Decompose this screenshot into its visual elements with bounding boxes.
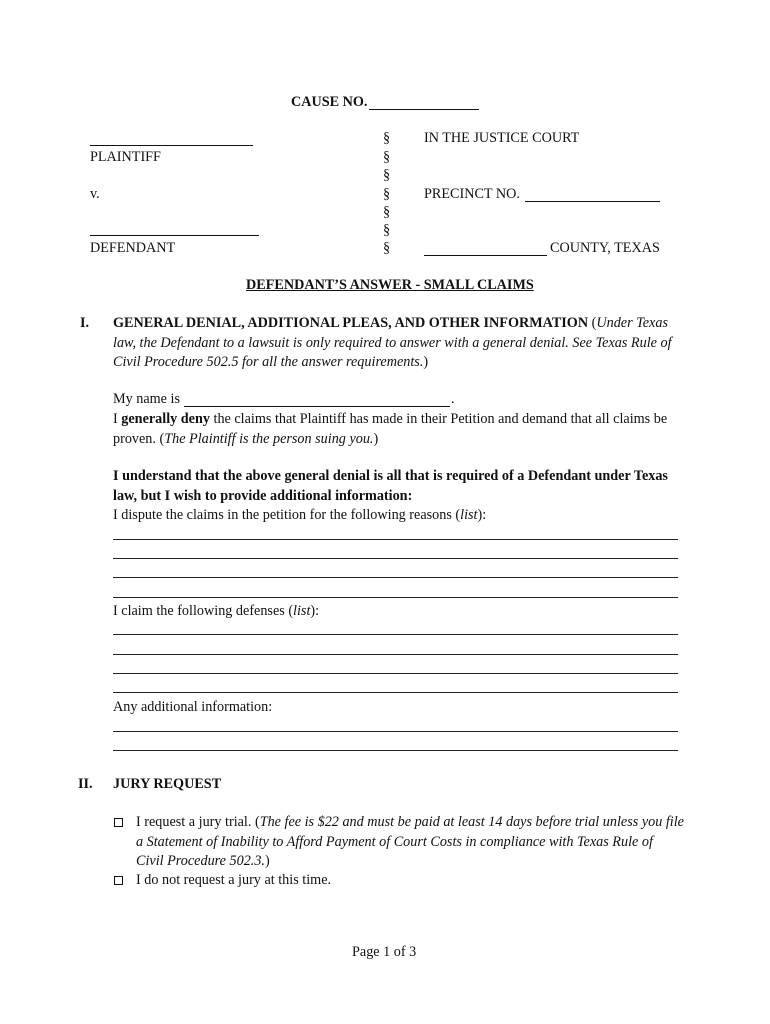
defense-line-1[interactable] [113, 634, 678, 635]
name-period: . [451, 391, 455, 407]
dispute-label [113, 506, 486, 526]
section-symbol: § [383, 130, 391, 146]
county-label: COUNTY, TEXAS [550, 240, 660, 256]
section-symbol: § [383, 186, 391, 202]
section-symbol: § [383, 222, 391, 238]
deny-prefix: I [113, 411, 122, 427]
additional-info-line-2[interactable] [113, 750, 678, 751]
precinct-label: PRECINCT NO. [424, 186, 520, 202]
jury-request-text: I request a jury trial. ( [136, 814, 260, 830]
versus-label: v. [90, 186, 100, 202]
section-symbol: § [383, 204, 391, 220]
defenses-prefix: I claim the following defenses ( [113, 603, 294, 619]
defendant-name-input[interactable] [184, 406, 450, 407]
name-label: My name is [113, 391, 180, 407]
section-1-intro [113, 314, 678, 373]
dispute-list: list [460, 507, 478, 523]
deny-bold: generally deny [121, 411, 210, 427]
section-symbol: § [383, 149, 391, 165]
county-name-field[interactable] [424, 255, 547, 256]
defense-line-4[interactable] [113, 692, 678, 693]
section-2-numeral: II. [78, 776, 93, 792]
jury-request-close: ) [264, 853, 270, 869]
dispute-reason-line-3[interactable] [113, 577, 678, 578]
section-1-note-close: ) [423, 354, 429, 370]
dispute-reason-line-4[interactable] [113, 597, 678, 598]
jury-request-note: The fee is $22 and must be paid at least 14 days before trial unless you file a Statement of Inability to Afford Payment of Court Costs in compliance with Texas Rule of Civil Procedure 502.3. [136, 814, 684, 869]
defenses-label [113, 602, 319, 622]
defense-line-3[interactable] [113, 673, 678, 674]
plaintiff-name-field[interactable] [90, 145, 253, 146]
dispute-reason-line-2[interactable] [113, 558, 678, 559]
section-1-numeral: I. [80, 315, 90, 331]
court-label: IN THE JUSTICE COURT [424, 130, 580, 146]
dispute-suffix: ): [477, 507, 487, 523]
general-denial-statement [113, 410, 683, 449]
defenses-list: list [293, 603, 311, 619]
cause-number-field[interactable] [369, 109, 479, 110]
deny-note: The Plaintiff is the person suing you. [164, 430, 374, 447]
additional-info-statement: I understand that the above general denial is all that is required of a Defendant under Texas law, but I wish to provide additional information: [113, 468, 668, 504]
cause-number-label: CAUSE NO. [291, 94, 368, 110]
defense-line-2[interactable] [113, 654, 678, 655]
jury-request-option [136, 813, 684, 872]
additional-info-line-1[interactable] [113, 731, 678, 732]
dispute-reason-line-1[interactable] [113, 539, 678, 540]
section-1-note: Under Texas law, the Defendant to a lawsuit is only required to answer with a general denial. See Texas Rule of Civil Procedure 502.5 for all the answer requirements. [113, 315, 672, 370]
no-jury-checkbox[interactable] [114, 876, 123, 885]
section-1-note-open: ( [591, 315, 597, 331]
section-1-heading: GENERAL DENIAL, ADDITIONAL PLEAS, AND OTHER INFORMATION [113, 315, 589, 331]
precinct-number-field[interactable] [525, 201, 660, 202]
defenses-suffix: ): [310, 603, 320, 619]
no-jury-option: I do not request a jury at this time. [136, 872, 332, 888]
dispute-prefix: I dispute the claims in the petition for the following reasons ( [113, 507, 461, 523]
jury-request-checkbox[interactable] [114, 818, 123, 827]
defendant-name-field[interactable] [90, 235, 259, 236]
plaintiff-label: PLAINTIFF [90, 149, 161, 165]
document-title: DEFENDANT’S ANSWER - SMALL CLAIMS [246, 277, 534, 293]
deny-close: ) [373, 430, 379, 447]
page-number: Page 1 of 3 [352, 944, 417, 960]
section-symbol: § [383, 240, 391, 256]
defendant-label: DEFENDANT [90, 240, 176, 256]
deny-rest: the claims that Plaintiff has made in their Petition and demand that all claims be proven. ( [113, 411, 668, 447]
additional-info-label: Any additional information: [113, 699, 273, 715]
section-2-heading: JURY REQUEST [113, 776, 222, 792]
section-symbol: § [383, 167, 391, 183]
